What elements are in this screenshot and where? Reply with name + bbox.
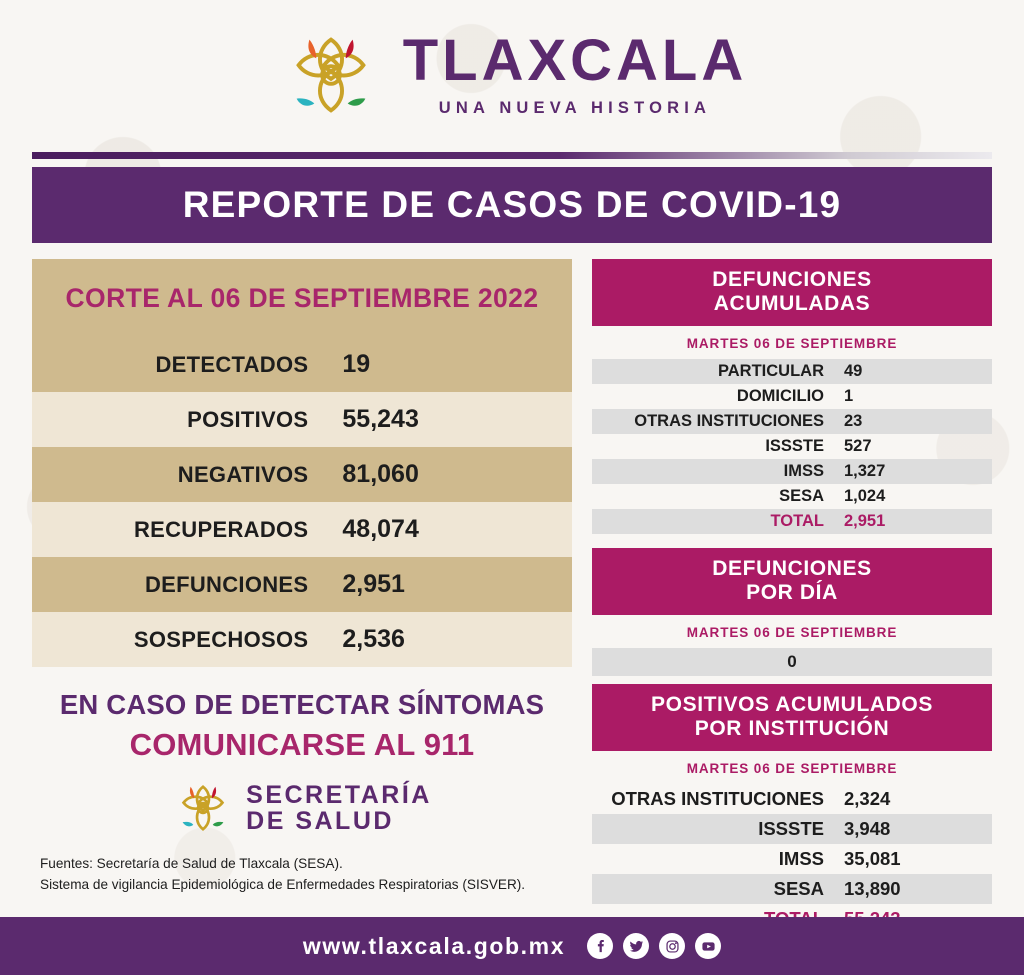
deaths-per-day-title-2: POR DÍA <box>746 580 838 604</box>
table-row <box>592 814 992 844</box>
table-row <box>32 612 572 667</box>
stat-label: DEFUNCIONES <box>144 571 309 597</box>
page-title <box>32 167 992 243</box>
stat-label: POSITIVOS <box>187 406 309 432</box>
row-value: 3,948 <box>844 818 891 840</box>
table-row <box>32 502 572 557</box>
table-row <box>592 844 992 874</box>
row-label: IMSS <box>778 848 824 870</box>
page-title-text: REPORTE DE CASOS DE COVID-19 <box>182 184 842 225</box>
table-row <box>592 434 992 459</box>
emergency-number: COMUNICARSE AL 911 <box>129 727 475 762</box>
row-value: 1,327 <box>844 462 886 481</box>
stat-value: 48,074 <box>342 515 419 543</box>
deaths-per-day-date: MARTES 06 DE SEPTIEMBRE <box>686 625 898 641</box>
row-value: 23 <box>844 412 863 431</box>
stat-label: NEGATIVOS <box>177 461 309 487</box>
table-row <box>592 409 992 434</box>
brand-tagline: UNA NUEVA HISTORIA <box>438 99 712 117</box>
stat-value: 81,060 <box>342 460 419 488</box>
deaths-accumulated-header <box>592 259 992 326</box>
positives-by-institution-header <box>592 684 992 751</box>
facebook-icon[interactable] <box>587 933 613 959</box>
panel-gap <box>592 534 992 548</box>
ministry-line-1: SECRETARÍA <box>246 780 432 809</box>
row-label: OTRAS INSTITUCIONES <box>611 788 824 810</box>
table-row <box>32 447 572 502</box>
deaths-per-day-title-1: DEFUNCIONES <box>712 557 872 581</box>
table-row <box>32 337 572 392</box>
summary-panel <box>32 259 572 895</box>
row-value: 2,324 <box>844 788 891 810</box>
cutoff-banner <box>32 259 572 337</box>
table-row <box>592 484 992 509</box>
brand-wordmark <box>402 28 748 118</box>
symptoms-notice: EN CASO DE DETECTAR SÍNTOMAS <box>59 689 545 720</box>
youtube-icon[interactable] <box>695 933 721 959</box>
deaths-accumulated-date: MARTES 06 DE SEPTIEMBRE <box>686 336 898 352</box>
row-label: SESA <box>773 878 824 900</box>
social-links <box>587 933 721 959</box>
deaths-accumulated-title-2: ACUMULADAS <box>713 291 871 315</box>
row-label: IMSS <box>783 462 824 481</box>
row-label: DOMICILIO <box>736 387 824 406</box>
table-row <box>32 392 572 447</box>
table-row-total <box>592 509 992 534</box>
twitter-icon[interactable] <box>623 933 649 959</box>
salud-flower-logo-icon <box>172 779 234 837</box>
stat-label: RECUPERADOS <box>133 516 309 542</box>
sources-line-1: Fuentes: Secretaría de Salud de Tlaxcala (SESA). <box>40 856 343 871</box>
header-divider <box>32 152 992 159</box>
tlaxcala-flower-logo-icon <box>277 25 385 125</box>
positives-title-1: POSITIVOS ACUMULADOS <box>651 693 933 717</box>
stat-label: SOSPECHOSOS <box>133 626 309 652</box>
deaths-accumulated-title-1: DEFUNCIONES <box>712 268 872 291</box>
sources <box>32 853 572 895</box>
table-row <box>592 874 992 904</box>
table-row <box>592 459 992 484</box>
row-label: OTRAS INSTITUCIONES <box>634 412 824 431</box>
row-value: 527 <box>844 437 872 456</box>
row-label: ISSSTE <box>765 437 824 456</box>
row-label: TOTAL <box>770 512 824 531</box>
row-value: 1,024 <box>844 487 886 506</box>
stat-value: 55,243 <box>342 405 419 433</box>
row-value: 35,081 <box>844 848 901 870</box>
stat-value: 2,536 <box>342 625 405 653</box>
footer <box>0 917 1024 975</box>
health-ministry-logo <box>32 779 572 837</box>
row-value: 13,890 <box>844 878 901 900</box>
deaths-per-day-value: 0 <box>592 648 992 676</box>
stat-label: DETECTADOS <box>155 351 309 377</box>
website-url[interactable]: www.tlaxcala.gob.mx <box>302 932 566 959</box>
row-label: SESA <box>779 487 824 506</box>
positives-title-2: POR INSTITUCIÓN <box>694 716 890 740</box>
stat-value: 19 <box>342 350 371 378</box>
table-row <box>32 557 572 612</box>
health-ministry-text <box>246 782 432 835</box>
deaths-per-day-header <box>592 548 992 615</box>
row-value: 1 <box>844 387 854 406</box>
row-value: 49 <box>844 362 863 381</box>
row-value: 2,951 <box>844 512 886 531</box>
row-label: ISSSTE <box>758 818 824 840</box>
table-row <box>592 784 992 814</box>
table-row <box>592 359 992 384</box>
instagram-icon[interactable] <box>659 933 685 959</box>
header <box>0 0 1024 150</box>
table-row <box>592 384 992 409</box>
brand-name: TLAXCALA <box>402 28 748 93</box>
ministry-line-2: DE SALUD <box>246 807 394 835</box>
sources-line-2: Sistema de vigilancia Epidemiológica de Enfermedades Respiratorias (SISVER). <box>40 877 526 893</box>
positives-date: MARTES 06 DE SEPTIEMBRE <box>686 761 898 777</box>
cutoff-text: CORTE AL 06 DE SEPTIEMBRE 2022 <box>65 282 539 313</box>
stat-value: 2,951 <box>342 570 405 598</box>
panel-gap <box>592 676 992 684</box>
details-panel <box>592 259 992 934</box>
row-label: PARTICULAR <box>717 362 824 381</box>
